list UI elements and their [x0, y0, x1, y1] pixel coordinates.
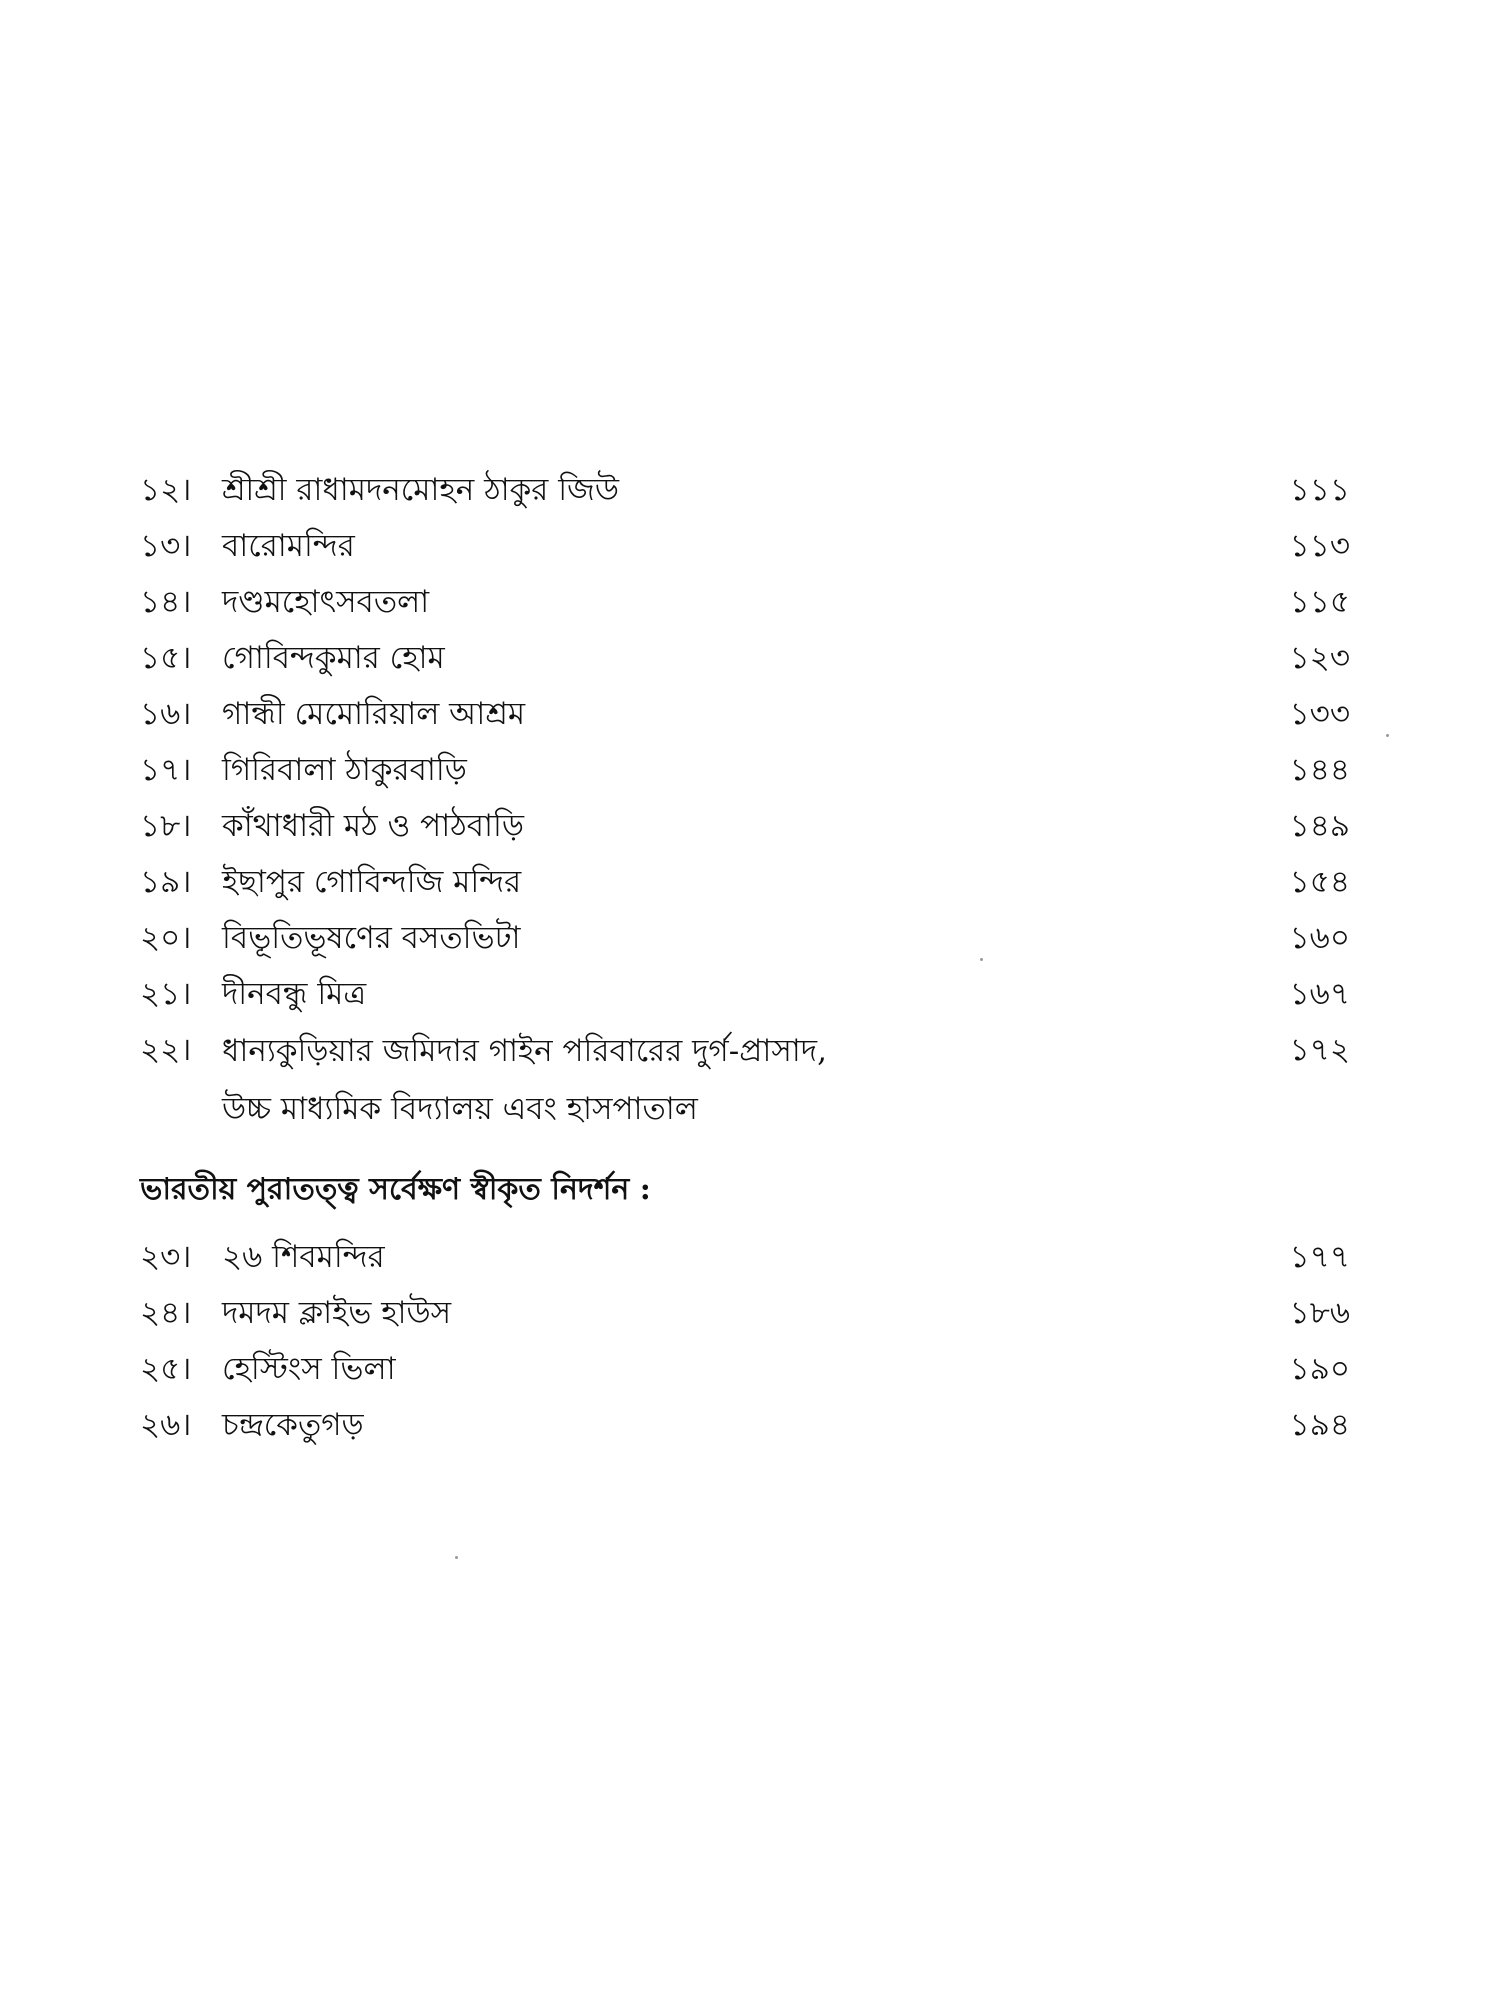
entry-page-number: ১৬০: [1289, 920, 1350, 956]
entry-page-number: ১৫৪: [1289, 864, 1350, 900]
entry-title-line-2: উচ্চ মাধ্যমিক বিদ্যালয় এবং হাসপাতাল: [222, 1091, 698, 1127]
entry-number: ১২।: [140, 472, 192, 508]
toc-entry: [140, 518, 1350, 574]
toc-entry: [140, 630, 1350, 686]
entry-number: ২৩।: [140, 1239, 192, 1275]
entry-page-number: ১৮৬: [1289, 1295, 1350, 1331]
toc-entry: [140, 910, 1350, 966]
entry-title: দীনবন্ধু মিত্র: [222, 976, 367, 1012]
entry-number: ১৪।: [140, 584, 192, 620]
entry-title: [222, 1022, 1182, 1138]
entry-page-number: ১৪৯: [1289, 808, 1350, 844]
entry-title-line-1: ধান্যকুড়িয়ার জমিদার গাইন পরিবারের দুর্গ-প্রাসাদ,: [222, 1033, 827, 1069]
entry-number: ১৬।: [140, 696, 192, 732]
entry-title: দমদম ক্লাইভ হাউস: [222, 1295, 452, 1331]
entry-number: ২৫।: [140, 1351, 192, 1387]
entry-title: কাঁথাধারী মঠ ও পাঠবাড়ি: [222, 808, 525, 844]
toc-entry: [140, 1397, 1350, 1453]
entry-number: ২৪।: [140, 1295, 192, 1331]
toc-entry: [140, 966, 1350, 1022]
toc-entry: [140, 1285, 1350, 1341]
entry-page-number: ১১৫: [1289, 584, 1350, 620]
paper-speck: [455, 1556, 458, 1559]
entry-number: ১৩।: [140, 528, 192, 564]
entry-title: গোবিন্দকুমার হোম: [222, 640, 445, 676]
entry-number: ১৭।: [140, 752, 192, 788]
entry-page-number: ১৭৭: [1289, 1239, 1350, 1275]
entry-page-number: ১৬৭: [1289, 976, 1350, 1012]
entry-title: হেস্টিংস ভিলা: [222, 1351, 396, 1387]
entry-title: দণ্ডমহোৎসবতলা: [222, 584, 430, 620]
toc-entry-multiline: [140, 1022, 1350, 1138]
toc-entry: [140, 1229, 1350, 1285]
entry-title: গিরিবালা ঠাকুরবাড়ি: [222, 752, 467, 788]
entry-page-number: ১১১: [1289, 472, 1350, 508]
entry-number: ২০।: [140, 920, 192, 956]
toc-entry: [140, 854, 1350, 910]
entry-title: ২৬ শিবমন্দির: [222, 1239, 385, 1275]
entry-page-number: ১৪৪: [1289, 752, 1350, 788]
paper-speck: [980, 958, 983, 961]
entry-title: বিভূতিভূষণের বসতভিটা: [222, 920, 521, 956]
section-heading: ভারতীয় পুরাতত্ত্ব সর্বেক্ষণ স্বীকৃত নিদর্শন :: [140, 1172, 651, 1207]
entry-number: ১৮।: [140, 808, 192, 844]
entry-number: ১৫।: [140, 640, 192, 676]
entry-title: শ্রীশ্রী রাধামদনমোহন ঠাকুর জিউ: [222, 472, 619, 508]
entry-page-number: ১৯৪: [1289, 1407, 1350, 1443]
entry-title: ইছাপুর গোবিন্দজি মন্দির: [222, 864, 522, 900]
toc-entry: [140, 1341, 1350, 1397]
table-of-contents-part-2: [140, 1229, 1350, 1453]
entry-page-number: ১৯০: [1289, 1351, 1350, 1387]
toc-entry: [140, 462, 1350, 518]
entry-page-number: ১৩৩: [1289, 696, 1350, 732]
paper-speck: [1386, 734, 1389, 737]
toc-entry: [140, 686, 1350, 742]
toc-entry: [140, 742, 1350, 798]
toc-entry: [140, 798, 1350, 854]
entry-page-number: ১৭২: [1289, 1032, 1350, 1068]
entry-number: ২৬।: [140, 1407, 192, 1443]
entry-number: ২১।: [140, 976, 192, 1012]
table-of-contents-part-1: [140, 462, 1350, 1138]
toc-entry: [140, 574, 1350, 630]
entry-title: চন্দ্রকেতুগড়: [222, 1407, 364, 1443]
entry-number: ১৯।: [140, 864, 192, 900]
entry-title: গান্ধী মেমোরিয়াল আশ্রম: [222, 696, 526, 732]
entry-page-number: ১১৩: [1289, 528, 1350, 564]
entry-page-number: ১২৩: [1289, 640, 1350, 676]
entry-number: ২২।: [140, 1032, 192, 1068]
entry-title: বারোমন্দির: [222, 528, 355, 564]
